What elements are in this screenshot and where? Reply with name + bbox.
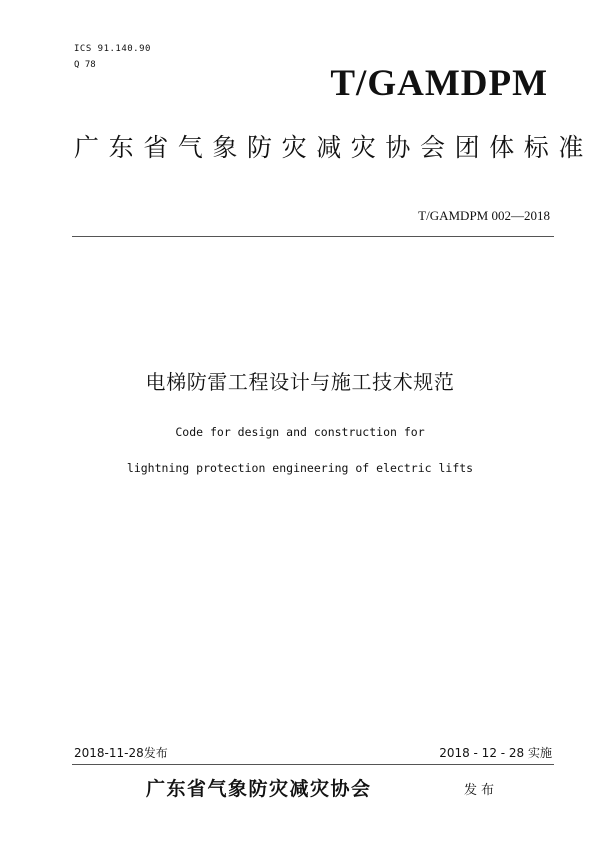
standard-number: T/GAMDPM 002—2018 (418, 208, 550, 223)
bottom-divider (72, 764, 554, 765)
publisher-name: 广东省气象防灾减灾协会 (146, 778, 372, 800)
issue-date: 2018-11-28发布 (74, 746, 168, 760)
top-divider (72, 236, 554, 237)
implementation-date: 2018 - 12 - 28 实施 (439, 746, 552, 760)
ics-code: ICS 91.140.90 (74, 44, 151, 54)
document-title-en-line2: lightning protection engineering of electric lifts (126, 461, 474, 475)
document-title-en-line1: Code for design and construction for (175, 425, 425, 439)
ccs-code: Q 78 (74, 60, 96, 70)
document-title-zh: 电梯防雷工程设计与施工技术规范 (145, 370, 455, 394)
organization-standard-title: 广东省气象防灾减灾协会团体标准 (74, 133, 594, 162)
publish-label: 发布 (464, 783, 499, 798)
standard-logo: T/GAMDPM (330, 63, 548, 104)
